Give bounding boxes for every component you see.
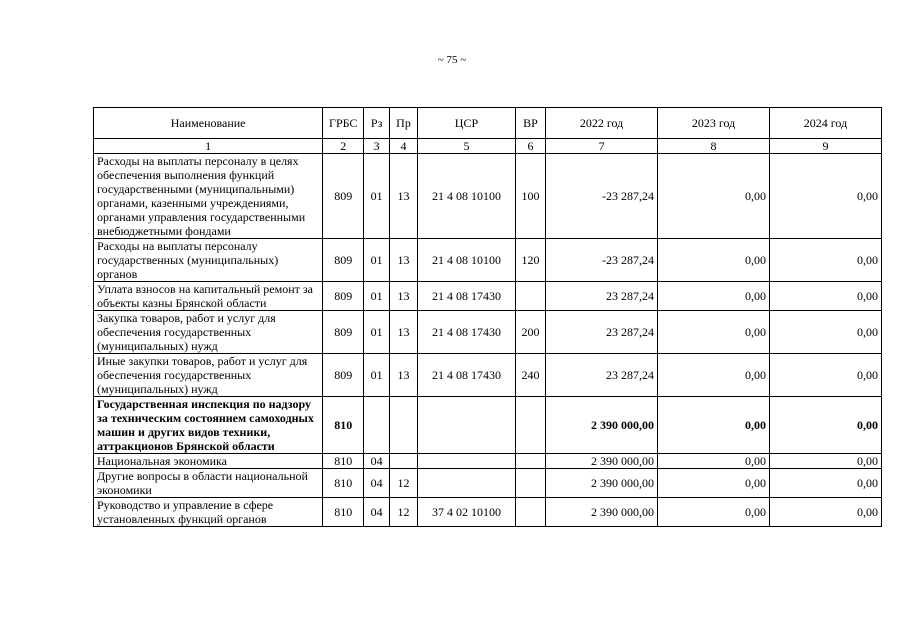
table-header-row [94,108,882,139]
cell-rz: 01 [364,154,390,239]
cell-2023: 0,00 [658,498,770,527]
cell-pr: 12 [390,469,418,498]
column-number: 7 [546,139,658,154]
cell-2024: 0,00 [770,454,882,469]
cell-csr: 21 4 08 17430 [418,354,516,397]
cell-rz: 01 [364,239,390,282]
cell-2022: 23 287,24 [546,311,658,354]
cell-2023: 0,00 [658,354,770,397]
cell-csr [418,397,516,454]
cell-pr: 13 [390,154,418,239]
cell-vr [515,397,545,454]
cell-name: Государственная инспекция по надзору за техническим состоянием самоходных машин и других видов техники, аттракционов Брянской области [94,397,323,454]
cell-grbs: 809 [323,239,364,282]
cell-grbs: 809 [323,311,364,354]
cell-vr [515,282,545,311]
cell-rz: 04 [364,498,390,527]
cell-2022: 23 287,24 [546,354,658,397]
cell-rz: 01 [364,311,390,354]
page-number: ~ 75 ~ [437,54,467,66]
cell-2024: 0,00 [770,154,882,239]
cell-2024: 0,00 [770,354,882,397]
budget-table [93,107,882,527]
column-number: 8 [658,139,770,154]
cell-csr: 21 4 08 17430 [418,282,516,311]
table-body [94,154,882,527]
table-row [94,354,882,397]
cell-pr: 13 [390,239,418,282]
column-number: 5 [418,139,516,154]
cell-grbs: 809 [323,282,364,311]
cell-2023: 0,00 [658,311,770,354]
cell-name: Расходы на выплаты персоналу в целях обеспечения выполнения функций государственными (муниципальными) органами, казенными учреждениями, органами управления государственными внебюджетными фондами [94,154,323,239]
header-vr: ВР [515,108,545,139]
cell-pr: 13 [390,282,418,311]
header-pr: Пр [390,108,418,139]
cell-2024: 0,00 [770,282,882,311]
cell-2022: 2 390 000,00 [546,498,658,527]
cell-csr [418,454,516,469]
cell-2024: 0,00 [770,397,882,454]
cell-rz [364,397,390,454]
cell-name: Иные закупки товаров, работ и услуг для обеспечения государственных (муниципальных) нужд [94,354,323,397]
cell-rz: 01 [364,282,390,311]
table-row [94,454,882,469]
column-number: 1 [94,139,323,154]
cell-rz: 04 [364,454,390,469]
cell-csr: 21 4 08 17430 [418,311,516,354]
cell-pr: 13 [390,354,418,397]
table-row [94,469,882,498]
header-rz: Рз [364,108,390,139]
table-row [94,239,882,282]
header-2022: 2022 год [546,108,658,139]
cell-name: Руководство и управление в сфере установленных функций органов [94,498,323,527]
column-number: 2 [323,139,364,154]
column-number: 6 [515,139,545,154]
cell-2022: 2 390 000,00 [546,397,658,454]
cell-rz: 04 [364,469,390,498]
cell-vr: 240 [515,354,545,397]
cell-name: Расходы на выплаты персоналу государственных (муниципальных) органов [94,239,323,282]
cell-vr [515,498,545,527]
header-2024: 2024 год [770,108,882,139]
cell-name: Национальная экономика [94,454,323,469]
cell-vr: 100 [515,154,545,239]
cell-pr: 13 [390,311,418,354]
cell-2024: 0,00 [770,498,882,527]
cell-grbs: 810 [323,454,364,469]
cell-vr: 120 [515,239,545,282]
cell-pr [390,454,418,469]
header-2023: 2023 год [658,108,770,139]
cell-2022: 2 390 000,00 [546,469,658,498]
column-number-row [94,139,882,154]
cell-2023: 0,00 [658,154,770,239]
cell-vr: 200 [515,311,545,354]
cell-grbs: 810 [323,498,364,527]
cell-grbs: 809 [323,154,364,239]
table-row [94,311,882,354]
cell-2022: 23 287,24 [546,282,658,311]
cell-grbs: 810 [323,397,364,454]
table-row [94,397,882,454]
cell-rz: 01 [364,354,390,397]
cell-2023: 0,00 [658,454,770,469]
cell-name: Другие вопросы в области национальной экономики [94,469,323,498]
column-number: 3 [364,139,390,154]
cell-2024: 0,00 [770,239,882,282]
cell-vr [515,469,545,498]
cell-vr [515,454,545,469]
cell-name: Закупка товаров, работ и услуг для обеспечения государственных (муниципальных) нужд [94,311,323,354]
cell-2022: -23 287,24 [546,239,658,282]
cell-2023: 0,00 [658,469,770,498]
cell-grbs: 810 [323,469,364,498]
cell-grbs: 809 [323,354,364,397]
table-row [94,498,882,527]
cell-2024: 0,00 [770,311,882,354]
table-row [94,282,882,311]
cell-csr: 21 4 08 10100 [418,154,516,239]
cell-2022: 2 390 000,00 [546,454,658,469]
cell-csr [418,469,516,498]
table-row [94,154,882,239]
cell-2023: 0,00 [658,397,770,454]
header-name: Наименование [94,108,323,139]
header-grbs: ГРБС [323,108,364,139]
column-number: 9 [770,139,882,154]
cell-csr: 21 4 08 10100 [418,239,516,282]
cell-pr: 12 [390,498,418,527]
column-number: 4 [390,139,418,154]
cell-csr: 37 4 02 10100 [418,498,516,527]
cell-2023: 0,00 [658,282,770,311]
cell-2022: -23 287,24 [546,154,658,239]
cell-name: Уплата взносов на капитальный ремонт за объекты казны Брянской области [94,282,323,311]
cell-2023: 0,00 [658,239,770,282]
header-csr: ЦСР [418,108,516,139]
cell-pr [390,397,418,454]
cell-2024: 0,00 [770,469,882,498]
